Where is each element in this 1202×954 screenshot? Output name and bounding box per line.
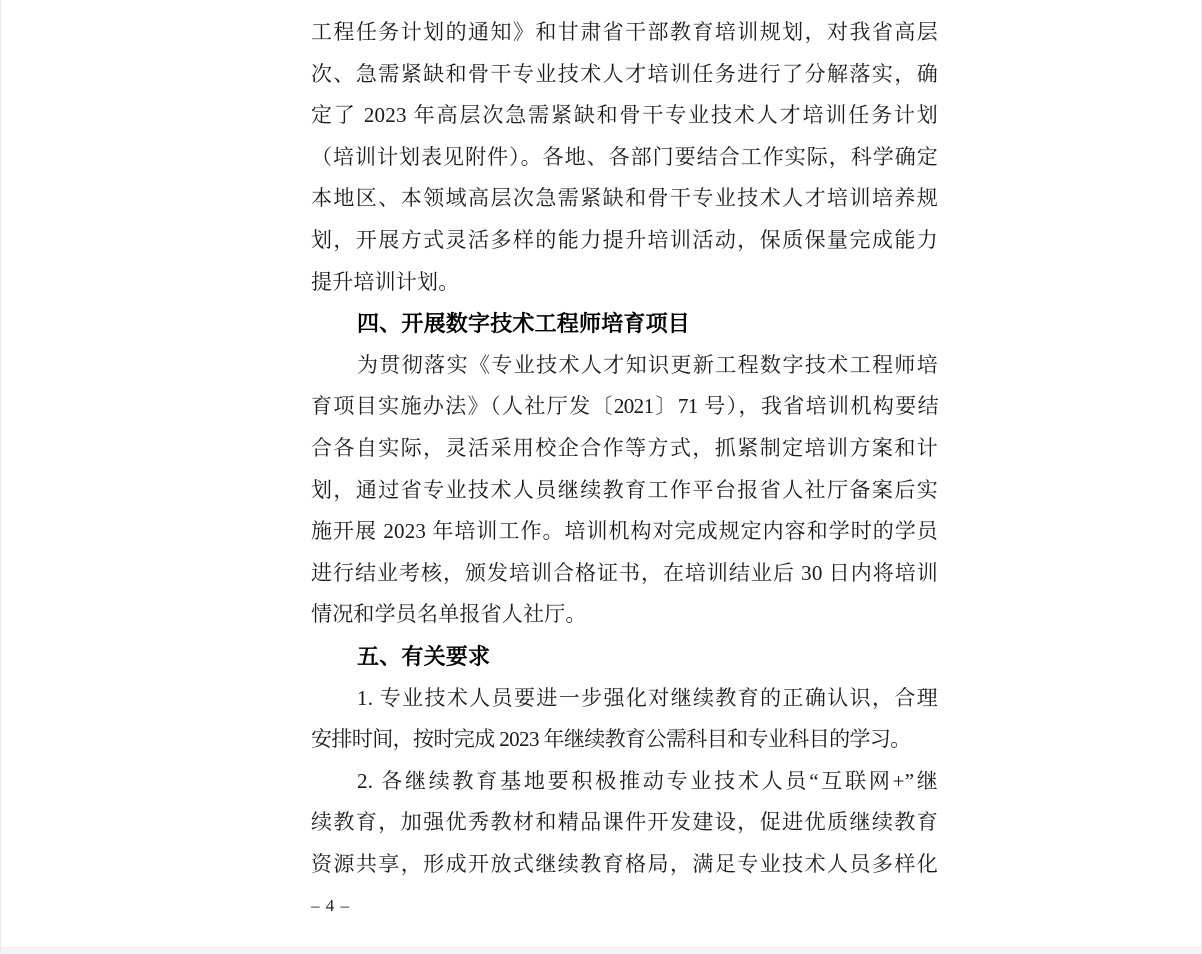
document-line: 1. 专业技术人员要进一步强化对继续教育的正确认识，合理 xyxy=(357,685,938,710)
document-text-block xyxy=(311,12,938,927)
document-line: 合各自实际，灵活采用校企合作等方式，抓紧制定培训方案和计 xyxy=(311,435,938,460)
document-line: 2. 各继续教育基地要积极推动专业技术人员“互联网+”继 xyxy=(357,768,938,793)
document-line: 划，开展方式灵活多样的能力提升培训活动，保质保量完成能力 xyxy=(311,227,938,252)
document-line: 资源共享，形成开放式继续教育格局，满足专业技术人员多样化 xyxy=(311,851,938,876)
document-line: 本地区、本领域高层次急需紧缺和骨干专业技术人才培训培养规 xyxy=(311,186,938,211)
document-line: 划，通过省专业技术人员继续教育工作平台报省人社厅备案后实 xyxy=(311,477,938,502)
document-line: 育项目实施办法》（人社厅发〔2021〕71 号），我省培训机构要结 xyxy=(311,394,938,419)
document-line: （培训计划表见附件）。各地、各部门要结合工作实际，科学确定 xyxy=(311,144,938,169)
section-heading-5: 五、有关要求 xyxy=(357,643,491,669)
document-line: 情况和学员名单报省人社厅。 xyxy=(311,602,587,627)
viewer-bottom-edge xyxy=(1,947,1201,954)
section-heading-4: 四、开展数字技术工程师培育项目 xyxy=(357,311,691,337)
document-line: 定了 2023 年高层次急需紧缺和骨干专业技术人才培训任务计划 xyxy=(311,103,938,128)
document-page xyxy=(1,0,1201,954)
document-line: 提升培训计划。 xyxy=(311,269,460,294)
document-line: 次、急需紧缺和骨干专业技术人才培训任务进行了分解落实，确 xyxy=(311,61,938,86)
page-number: – 4 – xyxy=(311,896,350,916)
document-line: 进行结业考核，颁发培训合格证书，在培训结业后 30 日内将培训 xyxy=(311,560,938,585)
document-line: 续教育，加强优秀教材和精品课件开发建设，促进优质继续教育 xyxy=(311,810,938,835)
document-line: 工程任务计划的通知》和甘肃省干部教育培训规划，对我省高层 xyxy=(311,20,938,44)
document-line: 施开展 2023 年培训工作。培训机构对完成规定内容和学时的学员 xyxy=(311,519,938,544)
document-line: 为贯彻落实《专业技术人才知识更新工程数字技术工程师培 xyxy=(357,352,938,377)
document-line: 安排时间，按时完成 2023 年继续教育公需科目和专业科目的学习。 xyxy=(311,727,911,752)
